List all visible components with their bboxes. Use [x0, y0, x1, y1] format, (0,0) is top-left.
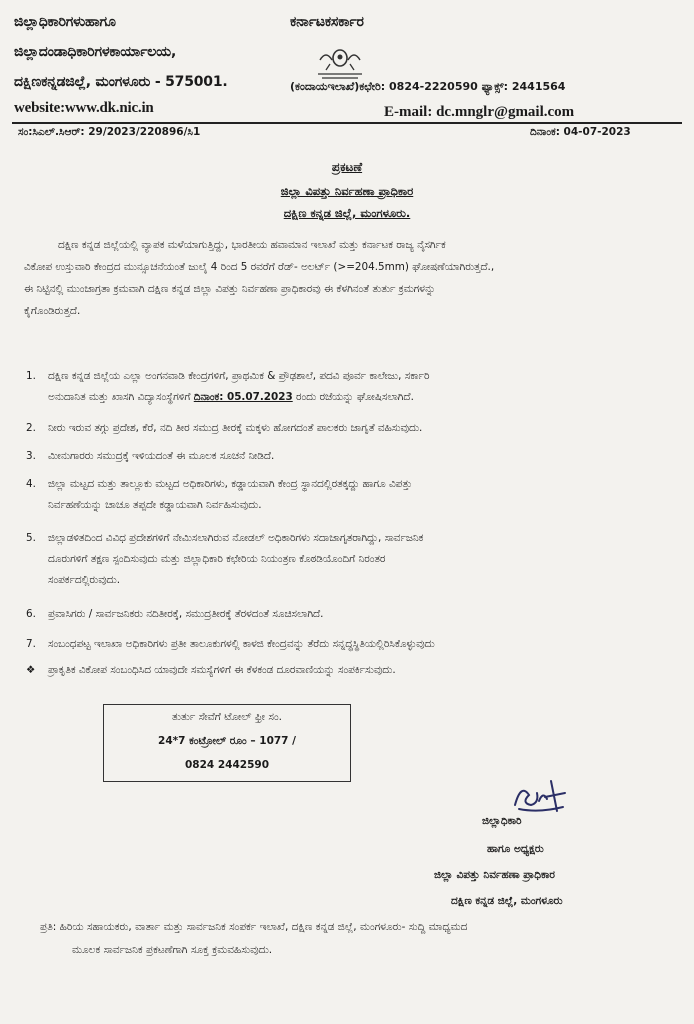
- item-number: 2.: [26, 422, 36, 434]
- item-line: ದೂರುಗಳಿಗೆ ತಕ್ಷಣ ಸ್ಪಂದಿಸುವುದು ಮತ್ತು ಜಿಲ್ಲಾಧಿಕಾರಿ ಕಛೇರಿಯ ನಿಯಂತ್ರಣ ಕೊಠಡಿಯೊಂದಿಗೆ ನಿರಂತರ: [48, 553, 386, 565]
- signatory-district: ದಕ್ಷಿಣ ಕನ್ನಡ ಜಿಲ್ಲೆ, ಮಂಗಳೂರು: [451, 895, 563, 907]
- item-line: ಮೀನುಗಾರರು ಸಮುದ್ರಕ್ಕೆ ಇಳಿಯದಂತೆ ಈ ಮೂಲಕ ಸೂಚನೆ ನೀಡಿದೆ.: [48, 450, 275, 462]
- copy-to-line-1: ಪ್ರತಿ: ಹಿರಿಯ ಸಹಾಯಕರು, ವಾರ್ತಾ ಮತ್ತು ಸಾರ್ವಜನಿಕ ಸಂಪರ್ಕ ಇಲಾಖೆ, ದಕ್ಷಿಣ ಕನ್ನಡ ಜಿಲ್ಲೆ, ಮಂಗಳೂರು- ಸುದ್ದಿ ಮಾಧ್ಯಮದ: [40, 921, 468, 933]
- email: E-mail: dc.mnglr@gmail.com: [384, 104, 575, 120]
- district-title: ದಕ್ಷಿಣ ಕನ್ನಡ ಜಿಲ್ಲೆ, ಮಂಗಳೂರು.: [283, 206, 411, 220]
- item-number: 5.: [26, 532, 36, 544]
- intro-paragraph: [24, 234, 664, 322]
- notice-date: ದಿನಾಂಕ: 04-07-2023: [530, 126, 631, 138]
- list-item: [26, 660, 673, 681]
- holiday-date: ದಿನಾಂಕ: 05.07.2023: [193, 391, 293, 403]
- intro-line: ಕೈಗೊಂಡಿರುತ್ತದೆ.: [24, 305, 81, 317]
- list-item: [26, 474, 673, 516]
- list-item: [26, 634, 673, 655]
- helpline-label: ತುರ್ತು ಸೇವೆಗೆ ಟೋಲ್ ಫ್ರೀ ಸಂ.: [172, 711, 282, 723]
- item-line: ಜಿಲ್ಲಾ ಮಟ್ಟದ ಮತ್ತು ತಾಲ್ಲೂಕು ಮಟ್ಟದ ಅಧಿಕಾರಿಗಳು, ಕಡ್ಡಾಯವಾಗಿ ಕೇಂದ್ರ ಸ್ಥಾನದಲ್ಲಿರತಕ್ಕದ್ದು ಹಾಗೂ ವಿಪತ್ತು: [48, 478, 413, 490]
- item-line: ಸಂಪರ್ಕದಲ್ಲಿರುವುದು.: [48, 574, 120, 586]
- office-line-1: ಜಿಲ್ಲಾಧಿಕಾರಿಗಳುಹಾಗೂ: [14, 14, 116, 30]
- phone-fax-line: (ಕಂದಾಯಇಲಾಖೆ)ಕಛೇರಿ: 0824-2220590 ಫ್ಯಾಕ್ಸ್: 2441564: [290, 80, 566, 93]
- control-room: 24*7 ಕಂಟ್ರೋಲ್ ರೂಂ – 1077 /: [158, 735, 296, 747]
- notice-heading: ಪ್ರಕಟಣೆ: [331, 160, 363, 174]
- header-rule: [12, 122, 682, 124]
- list-item: [26, 446, 673, 467]
- item-number: 1.: [26, 370, 36, 382]
- office-line-2: ಜಿಲ್ಲಾದಂಡಾಧಿಕಾರಿಗಳಕಾರ್ಯಾಲಯ,: [14, 44, 177, 60]
- item-line: ಜಿಲ್ಲಾಡಳಿತದಿಂದ ವಿವಿಧ ಪ್ರದೇಶಗಳಿಗೆ ನೇಮಿಸಲಾಗಿರುವ ನೋಡಲ್ ಅಧಿಕಾರಿಗಳು ಸದಾಜಾಗೃತರಾಗಿದ್ದು, ಸಾರ್ವಜನಿಕ: [48, 532, 424, 544]
- list-item: [26, 604, 673, 625]
- copy-to-line-2: ಮೂಲಕ ಸಾರ್ವಜನಿಕ ಪ್ರಕಟಣೆಗಾಗಿ ಸೂಕ್ತ ಕ್ರಮವಹಿಸುವುದು.: [72, 944, 273, 956]
- item-line: ನಿರ್ವಹಣೆಯನ್ನು ಚಾಚೂ ತಪ್ಪದೇ ಕಡ್ಡಾಯವಾಗಿ ನಿರ್ವಹಿಸುವುದು.: [48, 499, 262, 511]
- signature-mark: [505, 775, 575, 817]
- signatory-and-chair: ಹಾಗೂ ಅಧ್ಯಕ್ಷರು: [487, 843, 544, 855]
- intro-line: ದಕ್ಷಿಣ ಕನ್ನಡ ಜಿಲ್ಲೆಯಲ್ಲಿ ವ್ಯಾಪಕ ಮಳೆಯಾಗುತ್ತಿದ್ದು, ಭಾರತೀಯ ಹವಾಮಾನ ಇಲಾಖೆ ಮತ್ತು ಕರ್ನಾಟಕ ರಾಜ್ಯ ನೈಸರ್ಗಿಕ: [58, 239, 446, 251]
- intro-line: ಈ ನಿಟ್ಟಿನಲ್ಲಿ ಮುಂಜಾಗ್ರತಾ ಕ್ರಮವಾಗಿ ದಕ್ಷಿಣ ಕನ್ನಡ ಜಿಲ್ಲಾ ವಿಪತ್ತು ನಿರ್ವಹಣಾ ಪ್ರಾಧಿಕಾರವು ಈ ಕೆಳಗಿನಂತೆ ತುರ್ತು ಕ್ರಮಗಳನ್ನು: [24, 283, 436, 295]
- government-name: ಕರ್ನಾಟಕಸರ್ಕಾರ: [290, 14, 364, 30]
- office-line-3: ದಕ್ಷಿಣಕನ್ನಡಜಿಲ್ಲೆ, ಮಂಗಳೂರು - 575001.: [14, 74, 228, 90]
- signatory-authority: ಜಿಲ್ಲಾ ವಿಪತ್ತು ನಿರ್ವಹಣಾ ಪ್ರಾಧಿಕಾರ: [434, 869, 555, 881]
- list-item: [26, 528, 673, 591]
- helpline-box: [103, 704, 351, 782]
- item-line: ಅನುದಾನಿತ ಮತ್ತು ಖಾಸಗಿ ವಿದ್ಯಾಸಂಸ್ಥೆಗಳಿಗೆ ದಿನಾಂಕ: 05.07.2023 ರಂದು ರಜೆಯನ್ನು ಘೋಷಿಸಲಾಗಿದೆ.: [48, 391, 414, 403]
- website: website:www.dk.nic.in: [14, 100, 154, 116]
- item-number: 4.: [26, 478, 36, 490]
- item-line: ಸಂಬಂಧಪಟ್ಟ ಇಲಾಖಾ ಅಧಿಕಾರಿಗಳು ಪ್ರತೀ ತಾಲೂಕುಗಳಲ್ಲಿ ಕಾಳಜಿ ಕೇಂದ್ರವನ್ನು ತೆರೆದು ಸನ್ನದ್ಧಸ್ಥಿತಿಯಲ್ಲಿರಿಸಿಕೊಳ್ಳುವುದು: [48, 638, 435, 650]
- helpline-number: 0824 2442590: [184, 759, 270, 771]
- list-item: [26, 366, 673, 408]
- item-line: ದಕ್ಷಿಣ ಕನ್ನಡ ಜಿಲ್ಲೆಯ ಎಲ್ಲಾ ಅಂಗನವಾಡಿ ಕೇಂದ್ರಗಳಿಗೆ, ಪ್ರಾಥಮಿಕ & ಪ್ರೌಢಶಾಲೆ, ಪದವಿ ಪೂರ್ವ ಕಾಲೇಜು, ಸರ್ಕಾರಿ: [48, 370, 430, 382]
- reference-number: ಸಂ:ಸಿಎಲ್.ಸಿಆರ್: 29/2023/220896/ಸಿ1: [18, 126, 201, 138]
- list-item: [26, 418, 673, 439]
- item-line: ನೀರು ಇರುವ ತಗ್ಗು ಪ್ರದೇಶ, ಕೆರೆ, ನದಿ ತೀರ ಸಮುದ್ರ ತೀರಕ್ಕೆ ಮಕ್ಕಳು ಹೋಗದಂತೆ ಪಾಲಕರು ಜಾಗೃತೆ ವಹಿಸುವುದು.: [48, 422, 423, 434]
- signatory-designation: ಜಿಲ್ಲಾಧಿಕಾರಿ: [482, 815, 522, 827]
- karnataka-emblem-icon: [312, 44, 368, 84]
- item-number: 7.: [26, 638, 36, 650]
- item-number: 3.: [26, 450, 36, 462]
- authority-title: ಜಿಲ್ಲಾ ವಿಪತ್ತು ನಿರ್ವಹಣಾ ಪ್ರಾಧಿಕಾರ: [280, 184, 414, 198]
- intro-line: ವಿಕೋಪ ಉಸ್ತುವಾರಿ ಕೇಂದ್ರದ ಮುನ್ಸೂಚನೆಯಂತೆ ಜುಲೈ 4 ರಿಂದ 5 ರವರೆಗೆ ರೆಡ್- ಅಲರ್ಟ್ (>=204.5mm) ಘೋಷಣೆಯಾಗಿರುತ್ತದೆ.,: [24, 261, 495, 273]
- item-line: ಪ್ರವಾಸಿಗರು / ಸಾರ್ವಜನಿಕರು ನದಿತೀರಕ್ಕೆ, ಸಮುದ್ರತೀರಕ್ಕೆ ತೆರಳದಂತೆ ಸೂಚಿಸಲಾಗಿದೆ.: [48, 608, 324, 620]
- item-number: 6.: [26, 608, 36, 620]
- bullet-icon: ❖: [26, 664, 36, 676]
- item-line: ಪ್ರಾಕೃತಿಕ ವಿಕೋಪ ಸಂಬಂಧಿಸಿದ ಯಾವುದೇ ಸಮಸ್ಯೆಗಳಿಗೆ ಈ ಕೆಳಕಂಡ ದೂರವಾಣಿಯನ್ನು ಸಂಪರ್ಕಿಸುವುದು.: [48, 664, 396, 676]
